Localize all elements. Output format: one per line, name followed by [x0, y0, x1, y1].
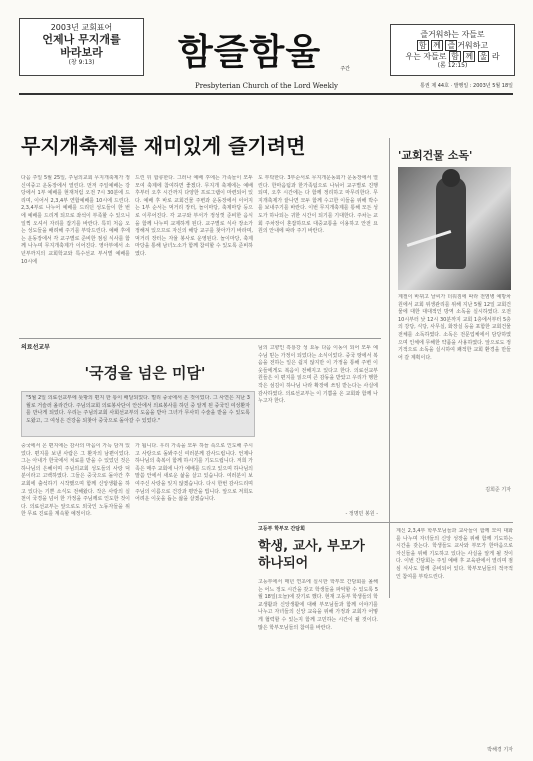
story3-kicker: 고등부 학부모 간담회	[258, 526, 305, 532]
lead-headline: 무지개축제를 재미있게 즐기려면	[21, 134, 306, 158]
story3-headline-2: 하나되어	[258, 556, 309, 571]
newspaper-title: 함즐함울	[178, 31, 322, 73]
title-sub: 주간	[340, 66, 350, 72]
story2-col-3: 님의 고향인 흑룡강 성 요동 다음 이동이 되어 모두 예수님 믿는 가정이 되었다는 소식이었다. 중국 땅에서 복음을 전하는 일은 쉽지 않지만 이 가정을 통해 주변 이웃들에게도 복음이 전해지고 있다고 한다. 의료선교부원들은 이 편지를 읽으며 큰 감동을 받았고 우리가 행한 작은 섬김이 하나님 나라 확장에 쓰임 받는다는 사실에 감사하였다. 의료선교부는 이 기쁨을 온 교회와 함께 나누고자 한다.	[258, 345, 378, 405]
verse-ref: (롬 12:15)	[437, 62, 468, 69]
sidebar-title: '교회건물 소독'	[398, 149, 473, 162]
story3-col-1: 고등부에서 매년 연초에 실시한 학부모 간담회를 올해는 어느 정도 시간을 갖고 학생들을 파악할 수 있도록 5월 18일(오늘)에 갖기로 했다. 현재 고등부 학생들의 학교생활과 신앙생활에 대해 부모님들과 함께 이야기를 나누고 자녀들의 신앙 교육을 위해 가정과 교회가 어떻게 협력할 수 있는지 함께 고민하는 시간이 될 것이다. 많은 학부모님들의 참여를 바란다.	[258, 579, 378, 631]
verse-box	[390, 24, 515, 76]
sidebar-divider	[389, 138, 390, 598]
story2-byline: - 정명민 봉원 -	[345, 511, 378, 517]
sidebar-photo	[398, 167, 511, 290]
lead-col-2: 드린 뒤 합류한다. 그러나 예배 후에는 가족들이 모두 모여 축제에 참여하면 좋겠다. 무지개 축제에는 예배 후부터 오후 시간까지 다양한 프로그램이 마련되어 있다. 예배 후 바로 교회건물 주변과 운동장에서 이어지는 1부 순서는 먹거리 장터, 놀이마당, 축제마당 등으로 이루어진다. 각 교구와 부서가 정성껏 준비한 음식을 함께 나누며 교제하게 된다. 교구별로 식사 장소가 정해져 있으므로 자신의 해당 교구를 찾아가기 바라며, 먹거리 장터는 자율 봉사로 운영된다. 놀이마당, 축제마당을 통해 남녀노소가 함께 참여할 수 있도록 준비하였다.	[135, 175, 253, 257]
motto-line-2: 바라보라	[60, 46, 103, 59]
story3-byline: 박해경 기자	[487, 747, 513, 753]
verse-line-1: 즐거워하는 자들로	[420, 30, 485, 39]
verse-line-3: 우는 자들로 함 께 울 라	[405, 52, 500, 61]
masthead-logo	[178, 30, 353, 76]
story2-col-2: 가 됩니다. 우리 가족을 모두 하늘 속으로 인도해 주시고 사랑으로 돌봐주신 여러분께 감사드립니다. 언제나 하나님의 축복이 함께 하시기를 기도드립니다. 저희 가족은 매주 교회에 나가 예배를 드리고 있으며 하나님의 말씀 안에서 새로운 삶을 살고 있습니다. 여러분이 보여주신 사랑을 잊지 않겠습니다. 다시 한번 감사드리며 주님의 이름으로 건강과 평안을 빕니다. 앞으로 저희도 어려운 이웃을 돕는 삶을 살겠습니다.	[135, 443, 253, 503]
story3-headline-1: 학생, 교사, 부모가	[258, 539, 365, 554]
motto-line-1: 언제나 무지개를	[42, 33, 121, 46]
story3-rule	[258, 522, 513, 523]
masthead-rule	[19, 93, 513, 95]
story2-rule	[19, 338, 381, 339]
lead-col-3: 도 부탁한다. 3부순서로 무지개운동회가 운동장에서 열린다. 한마음팀과 한가족팀으로 나뉘어 교구별로 진행되며, 오후 시간에는 다 함께 정리하고 마무리한다. 무지개축제가 끝나면 모두 함께 수고한 이들을 위해 박수를 보내주기를 바란다. 이번 무지개축제를 통해 모든 성도가 하나되는 귀한 시간이 되기를 기대한다. 주차는 교회 주차장이 혼잡하므로 대중교통을 이용하고 안전 요원의 안내에 따라 주기 바란다.	[258, 175, 378, 235]
motto-label: 2003년 교회표어	[50, 23, 113, 32]
motto-ref: (창 9:13)	[68, 59, 95, 66]
story2-col-1: 중국에서 온 편지에는 감사의 마음이 가득 담겨 있었다. 편지를 보낸 사람은 그 환자의 남편이었다. 그는 아내가 한국에서 치료를 받을 수 있었던 것은 하나님의 은혜이며 주님의교회 성도들의 사랑 덕분이라고 고백하였다. 그들은 중국으로 돌아간 후 교회에 출석하기 시작했으며 함께 신앙생활을 하고 있다는 기쁜 소식도 전해왔다. 작은 사랑의 실천이 국경을 넘어 한 가정을 주님께로 인도한 것이다. 의료선교부는 앞으로도 외국인 노동자들을 위한 무료 진료를 계속할 예정이다.	[21, 443, 130, 518]
verse-line-2: 함 께 즐 거워하고	[418, 41, 489, 50]
sidebar-caption: 김희준 기자	[485, 487, 511, 493]
story3-col-2: 계신 2,3,4부 학부모님들과 교사들이 함께 모여 대화를 나누며 자녀들의 신앙 성장을 위해 함께 기도하는 시간을 갖는다. 학생들도 교사와 부모가 한마음으로 자신들을 위해 기도하고 있다는 사실을 알게 될 것이다. 이번 간담회는 주일 예배 후 교육관에서 열리며 점심 식사도 함께 준비되어 있다. 학부모님들의 적극적인 참여를 부탁드린다.	[396, 528, 513, 580]
story2-kicker: 의료선교부	[21, 344, 50, 351]
story2-quote-box	[21, 391, 255, 437]
lead-col-1: 다음 주일 5월 25일, 주님의교회 무지개축제가 정신여중고 운동장에서 열린다. 먼저 주일예배는 강당에서 1부 예배를 현재처럼 오전 7시 30분에 드리며, 이어서 2,3,4부 연합예배를 10시에 드린다. 2,3,4부로 나누어 예배를 드리던 성도들이 한 번에 예배를 드리게 되므로 좌석이 부족할 수 있으니 일찍 오셔서 자리를 잡기를 바란다. 특히 처음 오는 성도들을 배려해 주기를 부탁드린다. 예배 후에는 운동장에서 각 교구별로 준비한 점심 식사를 함께 나누며 무지개축제가 이어진다. 영아부에서 소년부까지의 교회학교와 특수선교 부서별 예배를 10시에	[21, 175, 130, 265]
issue-info: 통권 제 44호 · 발행일 : 2003년 5월 18일	[420, 83, 513, 89]
masthead-subtitle: Presbyterian Church of the Lord Weekly	[194, 82, 339, 90]
story2-headline: '국경을 넘은 미담'	[84, 364, 206, 382]
motto-box	[19, 18, 144, 76]
story2-quote: "5월 2일 의료선교부에 뜻밖의 편지 한 통이 배달되었다. 멀리 중국에서 온 것이었다. 그 사연은 지난 3월로 거슬러 올라간다. 주님의교회 의료봉사단이 안산에서 의료봉사를 하던 중 알게 된 중국인 여성환자를 만나게 되었다. 우리는 주님의교회 사회선교부의 도움을 받아 그녀가 무사히 수술을 받을 수 있도록 도왔고, 그 여성은 건강을 되찾아 중국으로 돌아갈 수 있었다."	[26, 395, 250, 424]
sidebar-body: 계절이 바뀌고 날씨가 더워짐에 따라 전염병 예방차원에서 교회 위생관리를 위해 지난 5월 12일 교회건물에 대한 대대적인 방역 소독을 실시하였다. 오전 10시부터 낮 12시 30분까지 교회 1층에서부터 5층의 강당, 식당, 사무실, 화장실 등을 포함한 교회건물 전체를 소독하였다. 소독은 전문업체에서 담당하였으며 인체에 무해한 약품을 사용하였다. 앞으로도 정기적으로 소독을 실시하여 쾌적한 교회 환경을 만들어 갈 계획이다.	[398, 294, 511, 361]
